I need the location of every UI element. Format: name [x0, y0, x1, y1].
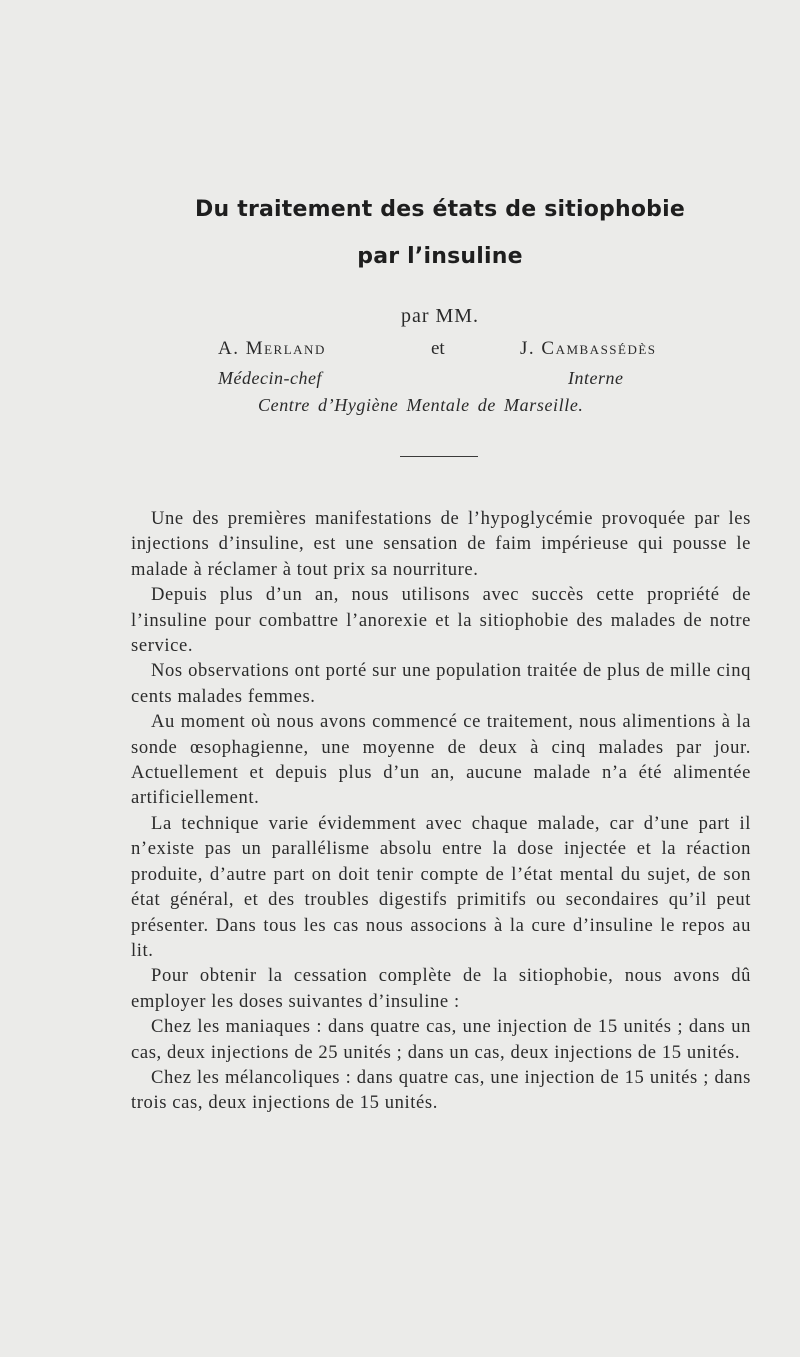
paragraph: La technique varie évidemment avec chaque malade, car d’une part il n’existe pas un parallélisme absolu entre la dose injectée et la réaction produite, d’autre part on doit tenir compte de l’état mental du sujet, de son état général, et des troubles digestifs primitifs ou secondaires qu’il peut présenter. Dans tous les cas nous associons à la cure d’insuline le repos au lit.	[131, 812, 751, 961]
institution-affiliation: Centre d’Hygiène Mentale de Marseille.	[258, 395, 584, 415]
author-cambassedes: J. Cambassédès	[520, 338, 657, 359]
role-interne: Interne	[568, 368, 624, 388]
separator-rule	[400, 456, 478, 457]
author-merland: A. Merland	[218, 338, 326, 359]
article-title-line-2: par l’insuline	[357, 244, 523, 269]
paragraph: Nos observations ont porté sur une population traitée de plus de mille cinq cents malades femmes.	[131, 660, 751, 707]
paragraph: Depuis plus d’un an, nous utilisons avec succès cette propriété de l’insuline pour combattre l’anorexie et la sitiophobie des malades de notre service.	[131, 584, 751, 657]
paragraph: Une des premières manifestations de l’hypoglycémie provoquée par les injections d’insuline, est une sensation de faim impérieuse qui pousse le malade à réclamer à tout prix sa nourriture.	[131, 508, 751, 580]
paragraph: Chez les maniaques : dans quatre cas, une injection de 15 unités ; dans un cas, deux injections de 25 unités ; dans un cas, deux injections de 15 unités.	[131, 1016, 751, 1063]
article-body	[131, 506, 751, 1116]
author-conjunction: et	[431, 338, 445, 359]
article-title-line-1: Du traitement des états de sitiophobie	[195, 197, 685, 222]
paragraph: Chez les mélancoliques : dans quatre cas, une injection de 15 unités ; dans trois cas, deux injections de 15 unités.	[131, 1066, 751, 1114]
paragraph: Pour obtenir la cessation complète de la sitiophobie, nous avons dû employer les doses suivantes d’insuline :	[131, 965, 751, 1012]
byline: par MM.	[400, 305, 480, 327]
role-medecin-chef: Médecin-chef	[218, 368, 322, 388]
paragraph: Au moment où nous avons commencé ce traitement, nous alimentions à la sonde œsophagienne, une moyenne de deux à cinq malades par jour. Actuellement et depuis plus d’un an, aucune malade n’a été alimentée artificiellement.	[131, 711, 751, 809]
